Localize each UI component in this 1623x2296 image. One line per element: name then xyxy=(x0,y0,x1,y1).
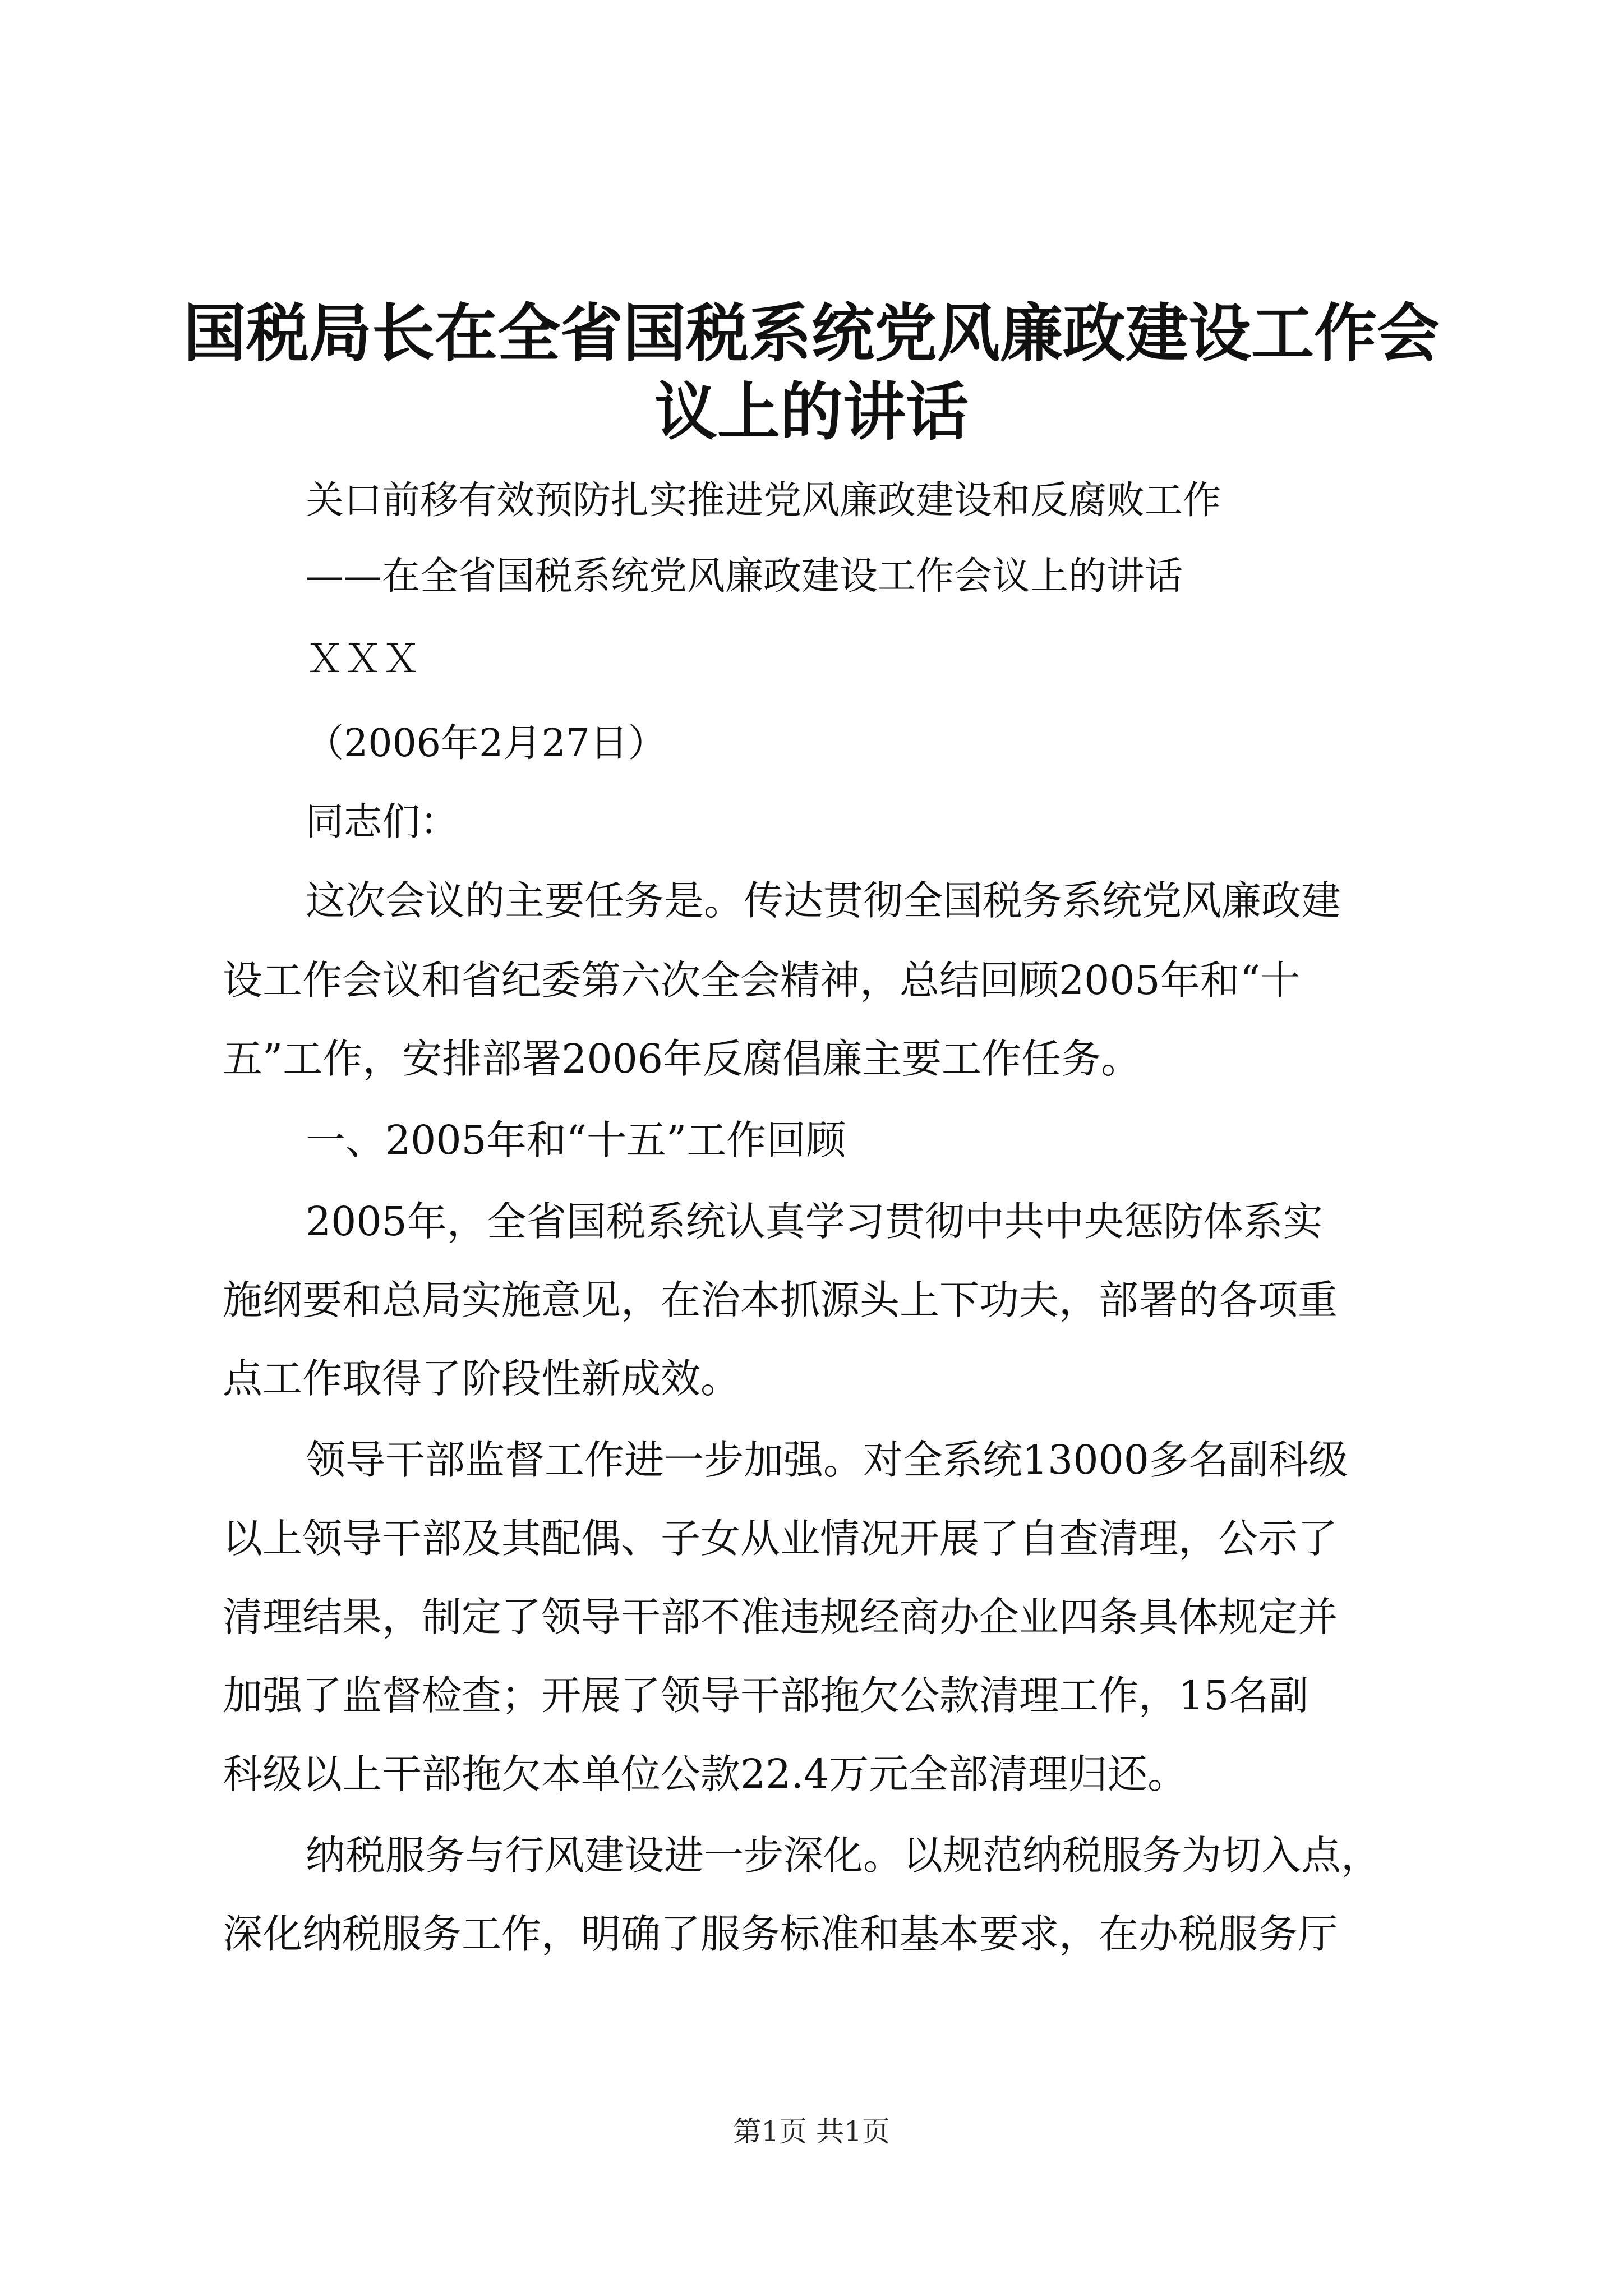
paragraph-2-line-2: 施纲要和总局实施意见，在治本抓源头上下功夫，部署的各项重 xyxy=(223,1277,1338,1323)
date: （2006年2月27日） xyxy=(306,721,666,766)
section-heading-1: 一、2005年和“十五”工作回顾 xyxy=(306,1117,846,1163)
paragraph-2-line-1: 2005年，全省国税系统认真学习贯彻中共中央惩防体系实 xyxy=(306,1198,1323,1245)
page-footer: 第1页 共1页 xyxy=(733,2115,890,2148)
paragraph-3-line-1: 领导干部监督工作进一步加强。对全系统13000多名副科级 xyxy=(306,1437,1348,1483)
paragraph-1-line-2: 设工作会议和省纪委第六次全会精神，总结回顾2005年和“十 xyxy=(223,957,1300,1004)
document-title-line-2: 议上的讲话 xyxy=(654,375,969,449)
paragraph-3-line-4: 加强了监督检查；开展了领导干部拖欠公款清理工作，15名副 xyxy=(223,1672,1309,1719)
subtitle: 关口前移有效预防扎实推进党风廉政建设和反腐败工作 xyxy=(306,478,1221,523)
paragraph-3-line-5: 科级以上干部拖欠本单位公款22.4万元全部清理归还。 xyxy=(223,1751,1188,1797)
paragraph-3-line-3: 清理结果，制定了领导干部不准违规经商办企业四条具体规定并 xyxy=(223,1594,1338,1640)
author: ＸＸＸ xyxy=(306,637,421,682)
paragraph-2-line-3: 点工作取得了阶段性新成效。 xyxy=(223,1355,741,1402)
document-title-line-1: 国税局长在全省国税系统党风廉政建设工作会 xyxy=(183,297,1440,370)
paragraph-4-line-2: 深化纳税服务工作，明确了服务标准和基本要求，在办税服务厅 xyxy=(223,1911,1338,1957)
paragraph-1-line-1: 这次会议的主要任务是。传达贯彻全国税务系统党风廉政建 xyxy=(306,877,1341,924)
salutation: 同志们： xyxy=(306,800,459,844)
paragraph-3-line-2: 以上领导干部及其配偶、子女从业情况开展了自查清理，公示了 xyxy=(223,1515,1338,1562)
paragraph-4-line-1: 纳税服务与行风建设进一步深化。以规范纳税服务为切入点， xyxy=(306,1832,1381,1879)
paragraph-1-line-3: 五”工作，安排部署2006年反腐倡廉主要工作任务。 xyxy=(223,1036,1141,1082)
subtitle-speech: ——在全省国税系统党风廉政建设工作会议上的讲话 xyxy=(306,554,1183,599)
